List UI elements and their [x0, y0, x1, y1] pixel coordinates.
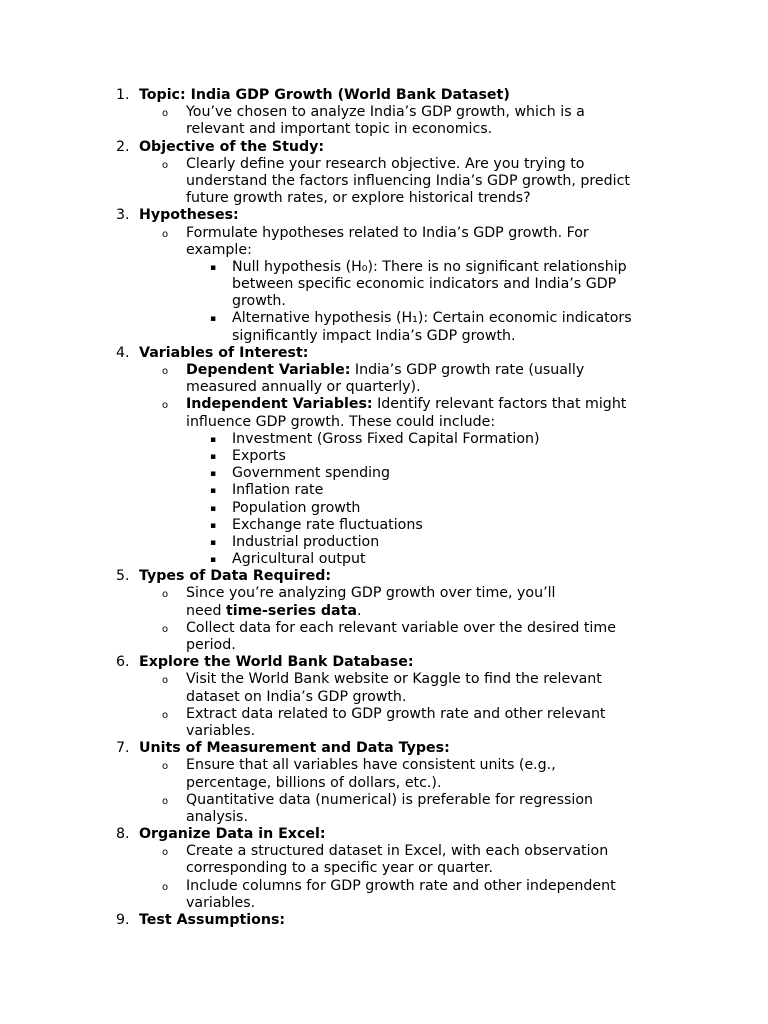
- subbullet-text: Exports: [232, 447, 286, 464]
- bullet-line: [0, 860, 768, 877]
- bullet-post: .: [356, 602, 362, 619]
- subbullet-text: Population growth: [232, 499, 361, 516]
- section-title: Hypotheses:: [139, 207, 239, 224]
- bullet-line: [0, 396, 768, 413]
- square-bullet-icon: ▪: [210, 520, 217, 531]
- section-heading: [0, 345, 768, 362]
- subbullet-text: Inflation rate: [232, 482, 324, 499]
- bullet-line: [0, 689, 768, 706]
- bullet-line: [0, 104, 768, 121]
- section-heading: [0, 207, 768, 224]
- section-title: Explore the World Bank Database:: [139, 654, 414, 671]
- bullet-line: [0, 173, 768, 190]
- circle-bullet-icon: o: [162, 228, 169, 240]
- document-body: [0, 87, 768, 929]
- circle-bullet-icon: o: [162, 847, 169, 859]
- bullet-text: understand the factors influencing India’s GDP growth, predict: [186, 172, 630, 189]
- bullet-line: [0, 878, 768, 895]
- subbullet-line: [0, 431, 768, 448]
- bullet-text: Since you’re analyzing GDP growth over time, you’ll: [186, 585, 556, 602]
- bullet-text: future growth rates, or explore historical trends?: [186, 190, 531, 207]
- bullet-line: [0, 843, 768, 860]
- section-title: Units of Measurement and Data Types:: [139, 740, 450, 757]
- bullet-text: [186, 603, 361, 620]
- subbullet-line: [0, 276, 768, 293]
- section-number: 1.: [116, 87, 130, 103]
- square-bullet-icon: ▪: [210, 451, 217, 462]
- section-heading: [0, 826, 768, 843]
- bullet-line: [0, 242, 768, 259]
- section-heading: [0, 87, 768, 104]
- section-title: Topic: India GDP Growth (World Bank Dataset): [139, 87, 510, 103]
- bullet-line: [0, 190, 768, 207]
- bullet-line: [0, 671, 768, 688]
- bullet-text: percentage, billions of dollars, etc.).: [186, 774, 442, 791]
- circle-bullet-icon: o: [162, 709, 169, 721]
- bullet-text: analysis.: [186, 808, 248, 825]
- square-bullet-icon: ▪: [210, 262, 217, 273]
- subbullet-line: [0, 293, 768, 310]
- bullet-text: Collect data for each relevant variable over the desired time: [186, 619, 616, 636]
- bold-term: time-series data: [225, 602, 357, 619]
- bullet-line: [0, 895, 768, 912]
- subbullet-text: Alternative hypothesis (H₁): Certain economic indicators: [232, 310, 632, 327]
- subbullet-line: [0, 534, 768, 551]
- bullet-text: variables.: [186, 722, 256, 739]
- section-number: 5.: [116, 568, 130, 585]
- bullet-line: [0, 121, 768, 138]
- subbullet-text: growth.: [232, 293, 286, 310]
- square-bullet-icon: ▪: [210, 469, 217, 480]
- circle-bullet-icon: o: [162, 589, 169, 601]
- bullet-text: influence GDP growth. These could include:: [186, 413, 496, 430]
- section-heading: [0, 568, 768, 585]
- subbullet-text: between specific economic indicators and India’s GDP: [232, 276, 617, 293]
- bullet-rest: India’s GDP growth rate (usually: [350, 362, 585, 378]
- bullet-text: Ensure that all variables have consistent units (e.g.,: [186, 757, 556, 774]
- section-title: Objective of the Study:: [139, 138, 325, 155]
- section-heading: [0, 654, 768, 671]
- section-title: Organize Data in Excel:: [139, 826, 326, 843]
- circle-bullet-icon: o: [162, 761, 169, 773]
- bullet-pre: need: [186, 602, 226, 619]
- section-number: 6.: [116, 654, 130, 671]
- bullet-text: example:: [186, 241, 252, 258]
- bullet-line: [0, 585, 768, 602]
- bullet-line: [0, 603, 768, 620]
- square-bullet-icon: ▪: [210, 555, 217, 566]
- subbullet-line: [0, 465, 768, 482]
- square-bullet-icon: ▪: [210, 503, 217, 514]
- circle-bullet-icon: o: [162, 675, 169, 687]
- square-bullet-icon: ▪: [210, 537, 217, 548]
- section-title: Test Assumptions:: [139, 912, 286, 928]
- bullet-line: [0, 225, 768, 242]
- circle-bullet-icon: o: [162, 159, 169, 171]
- subbullet-line: [0, 448, 768, 465]
- section-number: 9.: [116, 912, 130, 928]
- subbullet-line: [0, 310, 768, 327]
- circle-bullet-icon: o: [162, 366, 169, 377]
- bullet-text: Quantitative data (numerical) is preferable for regression: [186, 791, 593, 808]
- bold-lead: Dependent Variable:: [186, 362, 351, 378]
- section-number: 4.: [116, 344, 130, 361]
- circle-bullet-icon: o: [162, 400, 169, 412]
- bullet-line: [0, 379, 768, 396]
- square-bullet-icon: ▪: [210, 314, 217, 325]
- subbullet-line: [0, 500, 768, 517]
- circle-bullet-icon: o: [162, 881, 169, 893]
- section-heading: [0, 740, 768, 757]
- subbullet-line: [0, 551, 768, 568]
- bullet-line: [0, 757, 768, 774]
- bullet-line: [0, 156, 768, 173]
- subbullet-line: [0, 517, 768, 534]
- bullet-text: measured annually or quarterly).: [186, 379, 421, 396]
- bullet-text: Clearly define your research objective. Are you trying to: [186, 155, 585, 172]
- bullet-text: relevant and important topic in economics.: [186, 121, 493, 138]
- subbullet-text: significantly impact India’s GDP growth.: [232, 327, 516, 344]
- subbullet-line: [0, 482, 768, 499]
- subbullet-line: [0, 328, 768, 345]
- bullet-line: [0, 706, 768, 723]
- section-title: Types of Data Required:: [139, 568, 332, 585]
- section-number: 2.: [116, 138, 130, 155]
- subbullet-text: Government spending: [232, 465, 391, 482]
- bullet-text: [186, 362, 584, 379]
- bullet-text: [186, 396, 626, 413]
- bullet-line: [0, 723, 768, 740]
- bullet-text: You’ve chosen to analyze India’s GDP growth, which is a: [186, 104, 585, 121]
- bullet-text: period.: [186, 637, 236, 653]
- circle-bullet-icon: o: [162, 623, 169, 635]
- bullet-text: corresponding to a specific year or quarter.: [186, 860, 493, 877]
- bullet-line: [0, 775, 768, 792]
- bullet-rest: Identify relevant factors that might: [372, 396, 627, 413]
- bullet-text: Include columns for GDP growth rate and other independent: [186, 877, 616, 894]
- subbullet-text: Null hypothesis (H₀): There is no significant relationship: [232, 258, 627, 275]
- bullet-text: Formulate hypotheses related to India’s GDP growth. For: [186, 224, 589, 241]
- bullet-text: dataset on India’s GDP growth.: [186, 688, 407, 705]
- subbullet-text: Industrial production: [232, 533, 380, 550]
- section-number: 3.: [116, 207, 130, 224]
- square-bullet-icon: ▪: [210, 486, 217, 497]
- square-bullet-icon: ▪: [210, 434, 217, 445]
- subbullet-text: Agricultural output: [232, 551, 366, 568]
- subbullet-text: Investment (Gross Fixed Capital Formation): [232, 430, 540, 447]
- subbullet-line: [0, 259, 768, 276]
- bullet-text: variables.: [186, 894, 256, 911]
- bullet-line: [0, 637, 768, 654]
- section-title: Variables of Interest:: [139, 344, 309, 361]
- circle-bullet-icon: o: [162, 795, 169, 807]
- bullet-line: [0, 620, 768, 637]
- section-heading: [0, 912, 768, 929]
- bullet-text: Create a structured dataset in Excel, with each observation: [186, 843, 609, 860]
- section-number: 7.: [116, 740, 130, 757]
- section-heading: [0, 139, 768, 156]
- bullet-line: [0, 792, 768, 809]
- section-number: 8.: [116, 826, 130, 843]
- circle-bullet-icon: o: [162, 108, 169, 120]
- bullet-line: [0, 362, 768, 379]
- bullet-line: [0, 809, 768, 826]
- bold-lead: Independent Variables:: [186, 396, 373, 413]
- bullet-line: [0, 414, 768, 431]
- subbullet-text: Exchange rate fluctuations: [232, 516, 423, 533]
- bullet-text: Visit the World Bank website or Kaggle to find the relevant: [186, 671, 602, 688]
- bullet-text: Extract data related to GDP growth rate and other relevant: [186, 705, 606, 722]
